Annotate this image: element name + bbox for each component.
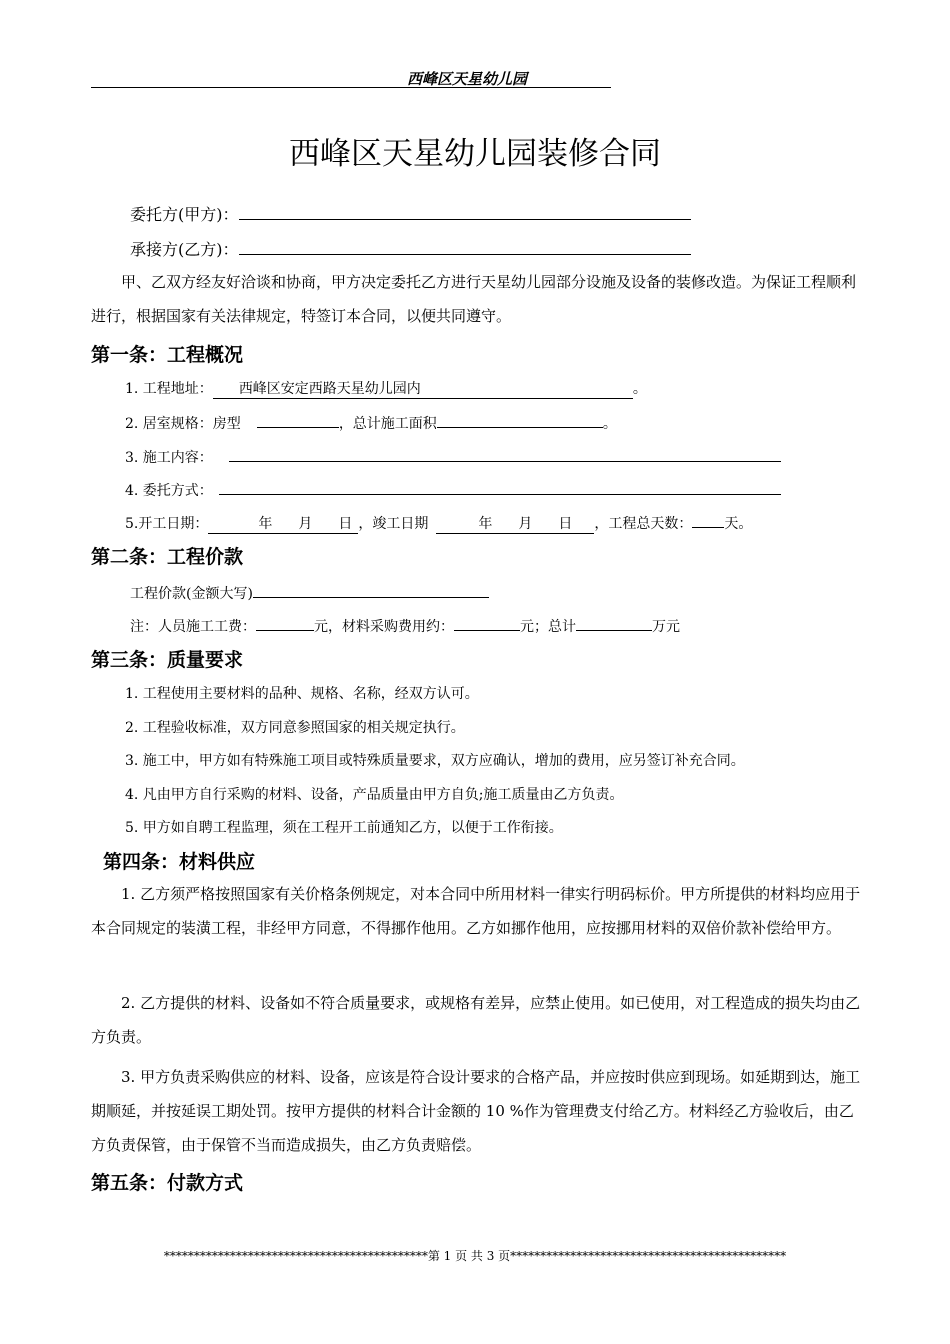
content-field[interactable]: [229, 445, 781, 462]
end-date-field[interactable]: 年 月 日: [436, 513, 594, 534]
party-b-label: 承接方(乙方)：: [130, 240, 239, 259]
document-title: 西峰区天星幼儿园装修合同: [289, 136, 661, 172]
total-cost-field[interactable]: [576, 614, 652, 631]
party-a-line: [130, 202, 691, 225]
price-note-line: 注：人员施工工费： 元，材料采购费用约： 元；总计 万元: [130, 614, 680, 636]
party-a-field[interactable]: [239, 203, 691, 220]
content-label: 3. 施工内容：: [125, 450, 213, 466]
party-a-label: 委托方(甲方)：: [130, 205, 239, 224]
materials-paragraph-2: 2. 乙方提供的材料、设备如不符合质量要求，或规格有差异，应禁止使用。如已使用，对工程造成的损失均由乙方负责。: [91, 994, 861, 1046]
section-3-heading: 第三条：质量要求: [91, 649, 244, 671]
quality-item: 5. 甲方如自聘工程监理，须在工程开工前通知乙方，以便于工作衔接。: [125, 820, 563, 836]
labor-cost-field[interactable]: [256, 614, 314, 631]
materials-paragraph-1: 1. 乙方须严格按照国家有关价格条例规定，对本合同中所用材料一律实行明码标价。甲方所提供的材料均应用于本合同规定的装潢工程，非经甲方同意，不得挪作他用。乙方如挪作他用，应按挪用材料的双倍价款补偿给甲方。: [91, 885, 861, 937]
section-1-item-2: 2. 居室规格：房型 ，总计施工面积 。: [125, 411, 617, 433]
party-b-line: [130, 237, 691, 260]
quality-item: 3. 施工中，甲方如有特殊施工项目或特殊质量要求，双方应确认，增加的费用，应另签订补充合同。: [125, 753, 745, 769]
area-field[interactable]: [437, 411, 603, 428]
section-1-item-4: [125, 478, 781, 500]
room-type-field[interactable]: [257, 411, 339, 428]
section-5-heading: 第五条：付款方式: [91, 1172, 244, 1194]
total-days-field[interactable]: [692, 511, 724, 528]
room-type-label: 2. 居室规格：房型: [125, 416, 241, 432]
header-rule: [91, 87, 611, 88]
mode-field[interactable]: [219, 478, 781, 495]
header-text: 西峰区天星幼儿园: [407, 70, 528, 88]
start-date-field[interactable]: 年 月 日: [208, 513, 358, 534]
section-1-item-3: [125, 445, 781, 467]
section-1-heading: 第一条：工程概况: [91, 344, 244, 366]
quality-item: 1. 工程使用主要材料的品种、规格、名称，经双方认可。: [125, 686, 479, 702]
page-footer: ********************************************第 1 页 共 3 页**********************************************: [163, 1249, 787, 1263]
total-days-label: 工程总天数：: [608, 516, 693, 532]
section-1-item-5: 5.开工日期： 年 月 日 ，竣工日期 年 月 日 ，工程总天数： 天。: [125, 511, 752, 534]
address-label: 1. 工程地址：: [125, 381, 213, 397]
start-date-label: 5.开工日期：: [125, 516, 209, 532]
address-value: 西峰区安定西路天星幼儿园内: [213, 378, 633, 399]
section-1-item-1: 1. 工程地址： 西峰区安定西路天星幼儿园内 。: [125, 378, 647, 399]
quality-item: 4. 凡由甲方自行采购的材料、设备，产品质量由甲方自负;施工质量由乙方负责。: [125, 787, 624, 803]
section-4-heading: 第四条：材料供应: [103, 851, 256, 873]
price-line: [130, 581, 489, 603]
material-cost-field[interactable]: [454, 614, 520, 631]
quality-item: 2. 工程验收标准，双方同意参照国家的相关规定执行。: [125, 720, 465, 736]
section-2-heading: 第二条：工程价款: [91, 546, 244, 568]
price-label: 工程价款(金额大写): [130, 586, 253, 602]
price-field[interactable]: [253, 581, 489, 598]
labor-cost-label: 注：人员施工工费：: [130, 619, 256, 635]
materials-paragraph-3: 3. 甲方负责采购供应的材料、设备，应该是符合设计要求的合格产品，并应按时供应到现场。如延期到达，施工期顺延，并按延误工期处罚。按甲方提供的材料合计金额的 10 %作为管理费支付给乙方。材料经乙方验收后，由乙方负责保管，由于保管不当而造成损失，由乙方负责赔偿。: [91, 1068, 861, 1154]
intro-paragraph: 甲、乙双方经友好洽谈和协商，甲方决定委托乙方进行天星幼儿园部分设施及设备的装修改造。为保证工程顺利进行，根据国家有关法律规定，特签订本合同，以便共同遵守。: [91, 273, 857, 325]
mode-label: 4. 委托方式：: [125, 483, 213, 499]
party-b-field[interactable]: [239, 238, 691, 255]
